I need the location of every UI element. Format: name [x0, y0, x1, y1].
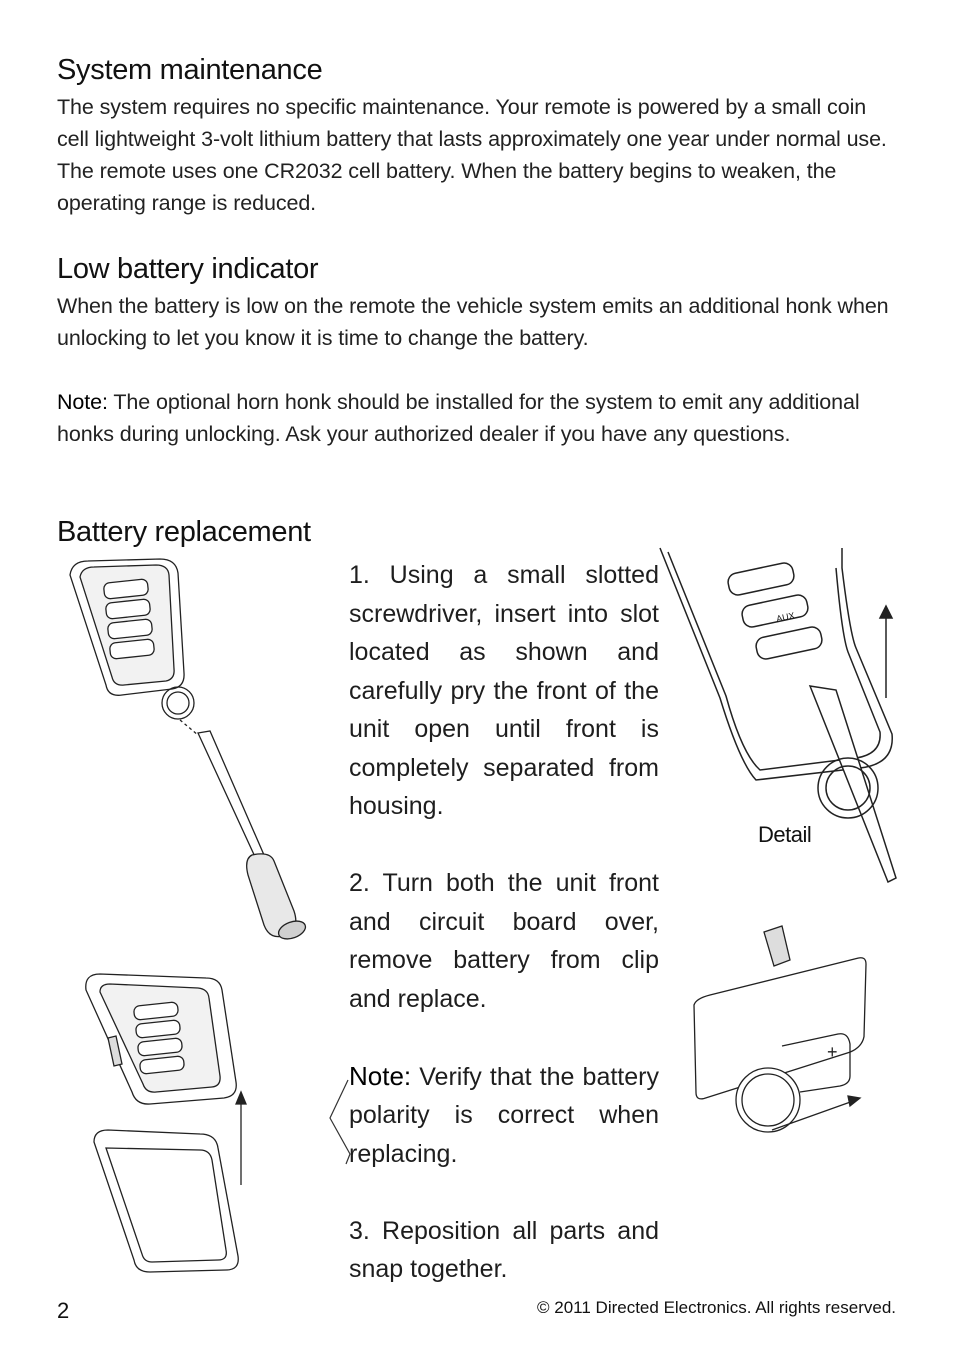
aux-button-label: AUX	[775, 610, 796, 624]
note-text: Verify that the battery polarity is correct when replacing.	[349, 1062, 659, 1168]
battery-polarity-plus: +	[827, 1042, 838, 1062]
remote-with-screwdriver-illustration	[60, 555, 330, 955]
step-2: 2. Turn both the unit front and circuit board over, remove battery from clip and replace.	[349, 869, 659, 1013]
heading-system-maintenance: System maintenance	[57, 54, 323, 86]
heading-low-battery-indicator: Low battery indicator	[57, 253, 319, 285]
note-text: The optional horn honk should be installed for the system to emit any additional honks during unlocking. Ask your authorized dealer if you have any questions.	[57, 390, 860, 446]
circuit-board-battery-illustration	[690, 920, 880, 1150]
page-number: 2	[57, 1298, 70, 1323]
note-label: Note:	[349, 1060, 412, 1091]
maintenance-paragraph: The system requires no specific maintenance. Your remote is powered by a small coin cell lightweight 3-volt lithium battery that lasts approximately one year under normal use. The remote uses one CR2032 cell battery. When the battery begins to weaken, the operating range is reduced.	[57, 95, 887, 215]
step-1: 1. Using a small slotted screwdriver, insert into slot located as shown and carefully pry the front of the unit open until front is completely separated from housing.	[349, 561, 659, 820]
replacement-steps	[349, 556, 659, 1289]
note-label: Note:	[57, 390, 108, 414]
low-battery-paragraph: When the battery is low on the remote the vehicle system emits an additional honk when unlocking to let you know it is time to change the battery.	[57, 294, 889, 350]
copyright-notice: © 2011 Directed Electronics. All rights reserved.	[537, 1298, 896, 1317]
detail-label: Detail	[758, 822, 812, 847]
step-3: 3. Reposition all parts and snap together.	[349, 1216, 659, 1283]
heading-battery-replacement: Battery replacement	[57, 516, 311, 548]
note-bracket-graphic	[326, 1078, 356, 1168]
disassembled-remote-illustration	[80, 970, 260, 1275]
replacement-note	[349, 1057, 659, 1174]
low-battery-note	[57, 386, 897, 450]
